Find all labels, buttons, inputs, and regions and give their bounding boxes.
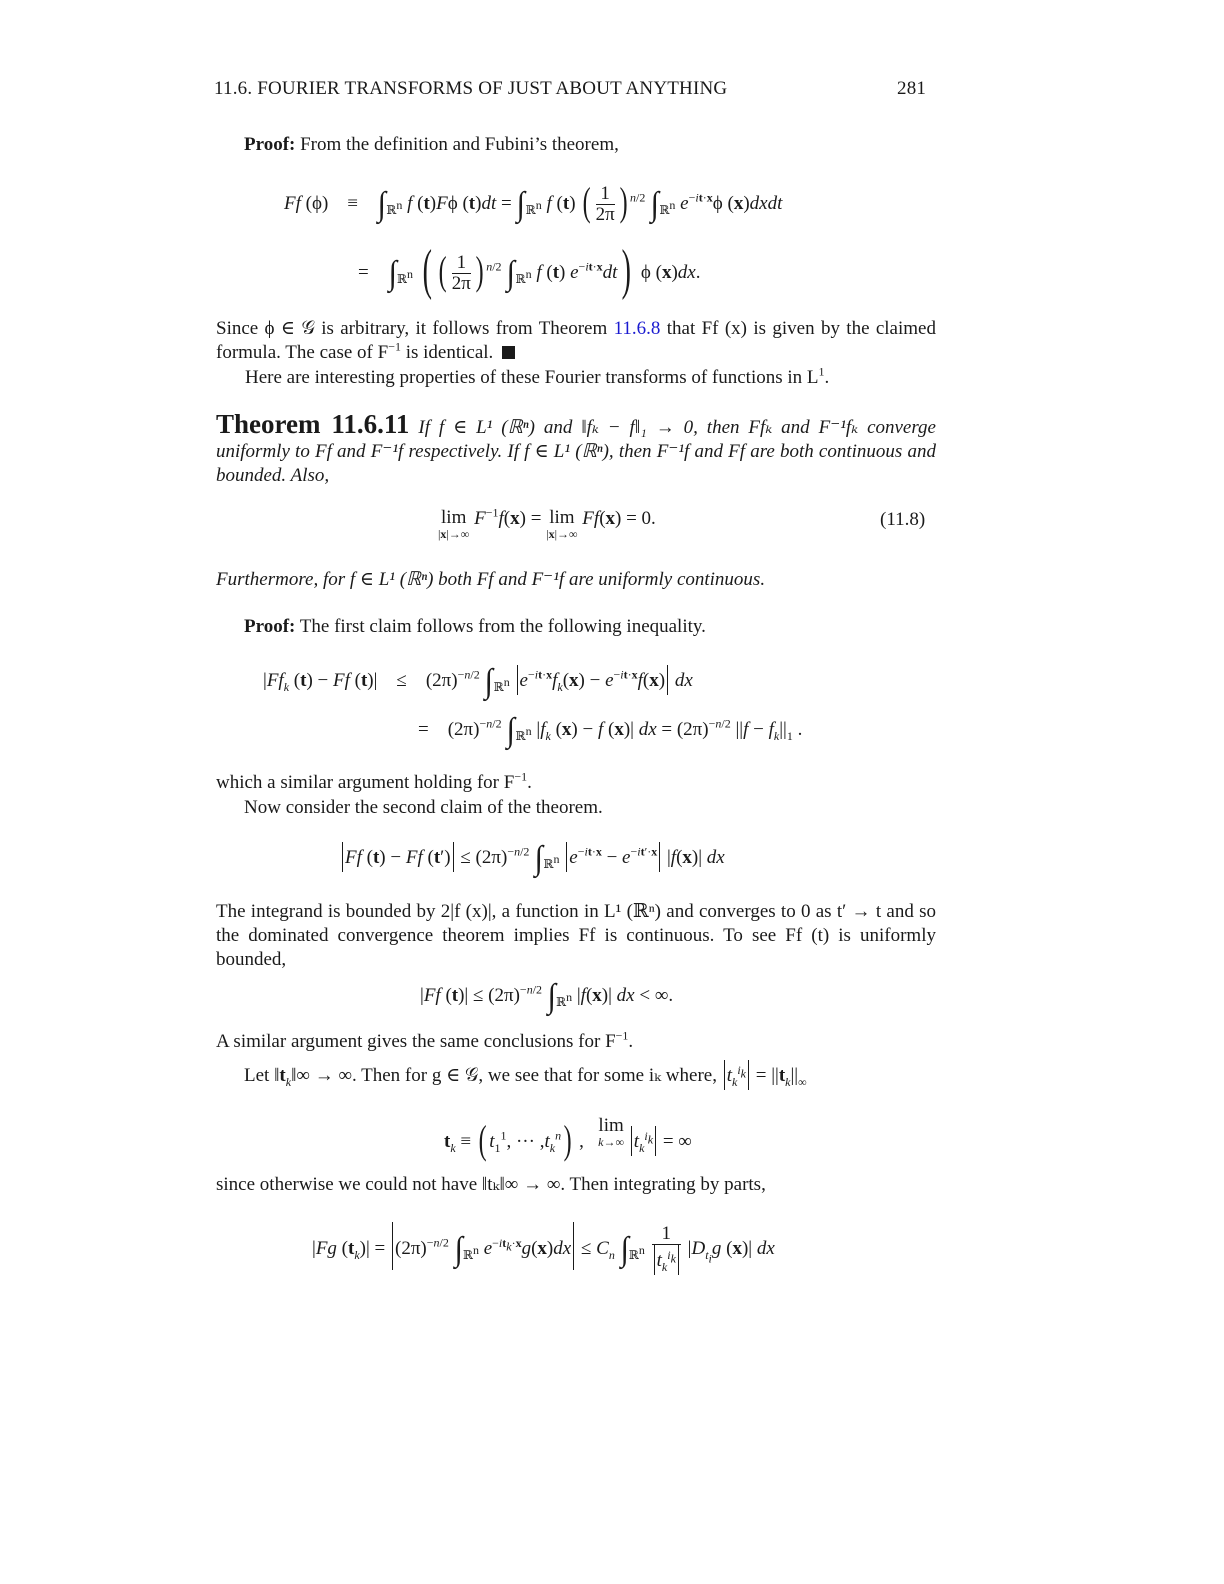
theorem-continuation: Furthermore, for f ∈ L¹ (ℝⁿ) both Ff and F⁻¹f are uniformly continuous. [216,569,766,590]
paragraph-properties: Here are interesting properties of these Fourier transforms of functions in $L^1$. [245,364,830,388]
paragraph-second-claim: Now consider the second claim of the theorem. [244,797,603,818]
page-number: 281 [897,78,927,99]
equation-inequality-line2: = $(2\pi)^{-n/2}$ $\int_{ℝ^n}$ $|f_k$ (x) − f (x)| dx = $(2\pi)^{-n/2}$ $||f - f_k||_1$ . [418,712,803,749]
running-header: 11.6. FOURIER TRANSFORMS OF JUST ABOUT ANYTHING [214,78,728,99]
proof-label: Proof: [244,616,296,637]
equation-inequality-line1: $|Ff_k$ (t) − Ff (t)| ≤ $(2\pi)^{-n/2}$ $\int_{ℝ^n}$ $e^{-it\cdot x}f_k(x) - e^{-it\cdot x}f(x)$ dx [263,663,693,700]
equation-number: (11.8) [880,509,926,530]
paragraph-same-conclusions: A similar argument gives the same conclusions for $F^{-1}$. [216,1028,634,1052]
equation-integration-by-parts: |Fg $(t_k)| = (2\pi)^{-n/2}$ $\int_{ℝ^n}$ $e^{-it_k\cdot x}g(x)dx \le C_n$ $\int_{ℝ^n}$ $\frac{1}{t_k^{i_k}}$ $|D_{t_i}g$ (x)| dx [312,1223,775,1274]
proof-label: Proof: [244,134,296,155]
equation-tk-definition: $t_k$ ≡ ( $t_1^1$, ··· $,t_k^n$) , lim k→∞ $t_k^{i_k}$ = ∞ [444,1115,692,1162]
paragraph-integrand: The integrand is bounded by 2|f (x)|, a function in L¹ (ℝⁿ) and converges to 0 as t′ → t and so the dominated convergence theorem implies Ff is continuous. To see Ff (t) is uniformly bounded, [216,901,936,970]
theorem-body: If f ∈ L¹ (ℝⁿ) and ‖fₖ − f‖₁ → 0, then Ffₖ and F⁻¹fₖ converge uniformly to Ff and F⁻¹f respectively. If f ∈ L¹ (ℝⁿ), then F⁻¹f and Ff are both continuous and bounded. Also, [216,417,936,486]
paragraph-arbitrary: Since ϕ ∈ 𝒢 is arbitrary, it follows from Theorem 11.6.8 that Ff (x) is given by the claimed formula. The case of $F^{-1}$ is identical. [216,318,936,363]
proof-first-claim: Proof: The first claim follows from the following inequality. [244,616,706,637]
equation-fubini-line1: Ff (ϕ) ≡ $\int_{ℝ^n}$ f (t)Fϕ $(t)dt = \int_{ℝ^n}$ f (t) ( $\frac{1}{2\pi}$ ) $^{n/2}$ $\int_{ℝ^n}$ $e^{-it\cdot x}\phi$ (x)dxdt [284,179,783,226]
qed-square-icon [502,346,515,359]
theorem-link[interactable]: 11.6.8 [613,318,661,339]
equation-limit: lim |x|→∞ $F^{-1}f(x) = \lim$ |x|→∞ Ff(x) = 0. [438,505,656,541]
equation-fubini-line2: = $\int_{ℝ^n}$ ( ( $\frac{1}{2\pi}$ ) $^{n/2}$ $\int_{ℝ^n}$ f (t) $e^{-it\cdot x}dt$) ϕ (x)dx. [358,239,701,301]
paragraph-similar: which a similar argument holding for $F^{-1}$. [216,769,532,793]
proof-intro [244,133,619,157]
theorem-statement [216,409,936,488]
paragraph-integrating-by-parts: since otherwise we could not have ‖tₖ‖∞ → ∞. Then integrating by parts, [216,1174,766,1195]
theorem-title: Theorem 11.6.11 [216,409,410,439]
paragraph-let-tk: Let $‖t_k‖\infty$ → ∞. Then for g ∈ 𝒢, we see that for some iₖ where, $t_k^{i_k} = ||t_k||_\infty$ [244,1060,807,1090]
equation-bounded: |Ff $(t)| \le (2\pi)^{-n/2}$ $\int_{ℝ^n}$ |f(x)| dx < ∞. [420,978,674,1015]
equation-continuity: Ff (t) − Ff $(t') \le (2\pi)^{-n/2}$ $\int_{ℝ^n}$ $e^{-it\cdot x} - e^{-it'\cdot x}$ |f(x)| dx [340,840,725,878]
proof-text: From the definition and Fubini’s theorem, [300,134,619,155]
